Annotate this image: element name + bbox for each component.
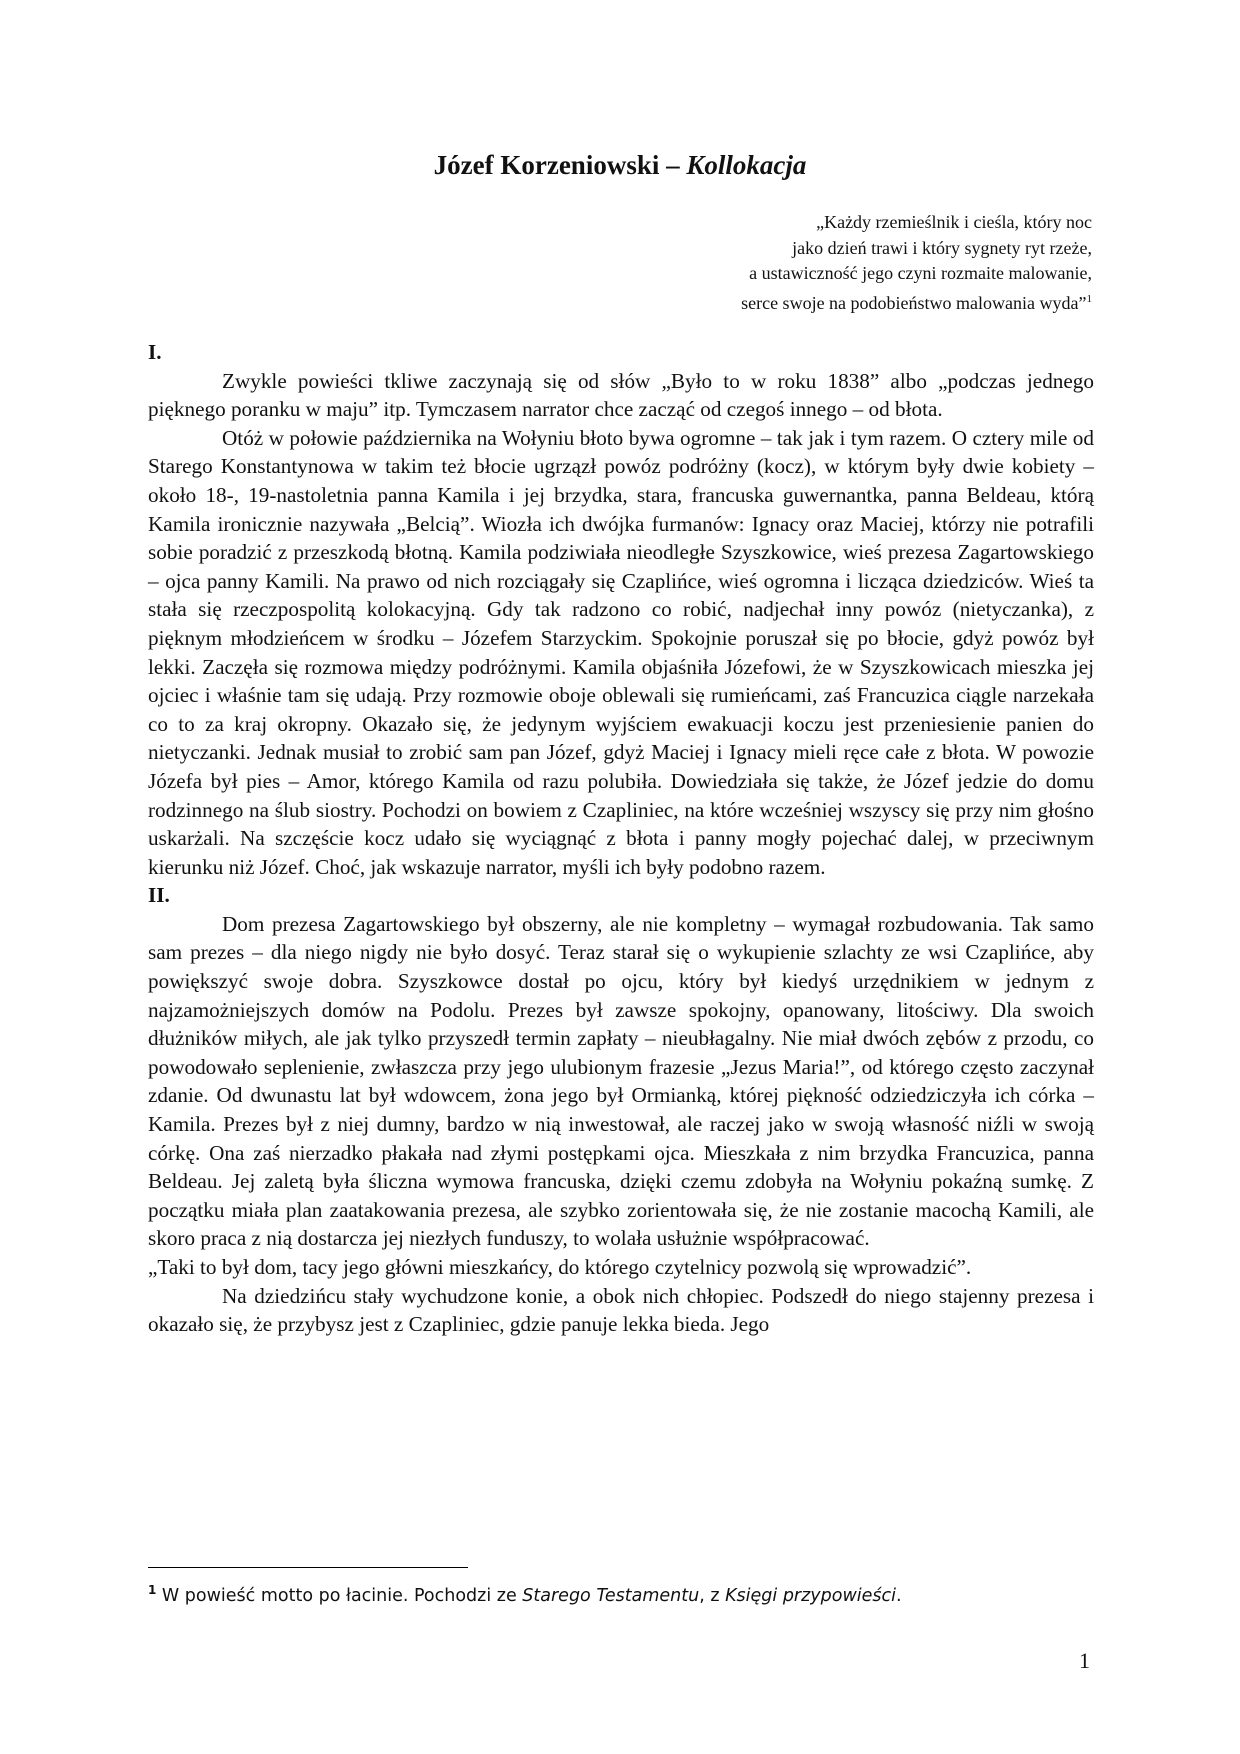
title-author: Józef Korzeniowski – bbox=[433, 150, 687, 180]
footnote-separator bbox=[148, 1567, 468, 1568]
footnote-marker: 1 bbox=[148, 1583, 157, 1597]
section-heading: II. bbox=[148, 883, 170, 908]
epigraph-line: „Każdy rzemieślnik i cieśla, który noc bbox=[816, 212, 1092, 232]
section-heading: I. bbox=[148, 340, 162, 364]
footnote-text: W powieść motto po łacinie. Pochodzi ze bbox=[156, 1585, 523, 1606]
footnote-italic: Księgi przypowieści bbox=[725, 1585, 897, 1606]
page-number: 1 bbox=[1079, 1648, 1090, 1673]
page-title bbox=[0, 148, 1240, 182]
title-work: Kollokacja bbox=[686, 150, 807, 180]
paragraph: Dom prezesa Zagartowskiego był obszerny, ale nie kompletny – wymagał rozbudowania. Tak samo sam prezes – dla niego nigdy nie było dosyć. Teraz starał się o wykupienie szlachty ze wsi Czaplińce, aby powiększyć swoje dobra. Szyszkowce dostał po ojcu, który był kiedyś urzędnikiem w jednym z najzamożniejszych domów na Podolu. Prezes był zawsze spokojny, opanowany, litościwy. Dla swoich dłużników miłych, ale jak tylko przyszedł termin zapłaty – nieubłagalny. Nie miał dwóch zębów z przodu, co powodowało seplenienie, zwłaszcza przy jego ulubionym frazesie „Jezus Maria!”, od którego często zaczynał zdanie. Od dwunastu lat był wdowcem, żona jego był Ormianką, której piękność odziedziczyła ich córka – Kamila. Prezes był z niej dumny, bardzo w nią inwestował, ale raczej jako w swoją własność niźli w swoją córkę. Ona zaś nierzadko płakała nad złymi postępkami ojca. Mieszkała z nim brzydka Francuzica, panna Beldeau. Jej zaletą była śliczna wymowa francuska, dzięki czemu zdobyła na Wołyniu pokaźną sumkę. Z początku miała plan zaatakowania prezesa, ale szybko zorientowała się, że nie zostanie macochą Kamili, ale skoro praca z nią dostarcza jej niezłych funduszy, to wolała usłużnie współpracować. bbox=[148, 911, 1094, 1251]
epigraph bbox=[472, 210, 1092, 316]
footnote-text: . bbox=[896, 1585, 902, 1606]
footnote-text: , z bbox=[699, 1585, 726, 1606]
footnote-ref: 1 bbox=[1086, 292, 1092, 305]
document-body bbox=[148, 338, 1094, 1339]
paragraph: Otóż w połowie października na Wołyniu błoto bywa ogromne – tak jak i tym razem. O cztery mile od Starego Konstantynowa w takim też błocie ugrzązł powóz podróżny (kocz), w którym były dwie kobiety – około 18-, 19-nastoletnia panna Kamila i jej brzydka, stara, francuska guwernantka, panna Beldeau, którą Kamila ironicznie nazywała „Belcią”. Wiozła ich dwójka furmanów: Ignacy oraz Maciej, którzy nie potrafili sobie poradzić z przeszkodą błotną. Kamila podziwiała nieodległe Szyszkowice, wieś prezesa Zagartowskiego – ojca panny Kamili. Na prawo od nich rozciągały się Czaplińce, wieś ogromna i licząca dziedziców. Wieś ta stała się rzeczpospolitą kolokacyjną. Gdy tak radzono co robić, nadjechał inny powóz (nietyczanka), z pięknym młodzieńcem w środku – Józefem Starzyckim. Spokojnie poruszał się po błocie, gdyż powóz był lekki. Zaczęła się rozmowa między podróżnymi. Kamila objaśniła Józefowi, że w Szyszkowicach mieszka jej ojciec i właśnie tam się udają. Przy rozmowie oboje oblewali się rumieńcami, zaś Francuzica ciągle narzekała co to za kraj okropny. Okazało się, że jedynym wyjściem ewakuacji koczu jest przeniesienie panien do nietyczanki. Jednak musiał to zrobić sam pan Józef, gdyż Maciej i Ignacy mieli ręce całe z błota. W powozie Józefa był pies – Amor, którego Kamila od razu polubiła. Dowiedziała się także, że Józef jedzie do domu rodzinnego na ślub siostry. Pochodzi on bowiem z Czapliniec, na które wcześniej wszyscy się przy nim głośno uskarżali. Na szczęście kocz udało się wyciągnąć z błota i panny mogły pojechać dalej, w przeciwnym kierunku niż Józef. Choć, jak wskazuje narrator, myśli ich były podobno razem. bbox=[148, 425, 1094, 879]
footnote bbox=[148, 1578, 1094, 1608]
paragraph: Na dziedzińcu stały wychudzone konie, a obok nich chłopiec. Podszedł do niego stajenny prezesa i okazało się, że przybysz jest z Czapliniec, gdzie panuje lekka bieda. Jego bbox=[148, 1283, 1094, 1337]
epigraph-line: jako dzień trawi i który sygnety ryt rzeże, bbox=[792, 237, 1092, 258]
footnote-italic: Starego Testamentu bbox=[522, 1585, 700, 1606]
epigraph-line: a ustawiczność jego czyni rozmaite malowanie, bbox=[749, 263, 1092, 283]
paragraph: Zwykle powieści tkliwe zaczynają się od słów „Było to w roku 1838” albo „podczas jednego pięknego poranku w maju” itp. Tymczasem narrator chce zacząć od czegoś innego – od błota. bbox=[148, 368, 1094, 422]
epigraph-line: serce swoje na podobieństwo malowania wyda”$^1$ bbox=[741, 292, 1092, 313]
paragraph: „Taki to był dom, tacy jego główni mieszkańcy, do którego czytelnicy pozwolą się wprowadzić”. bbox=[148, 1255, 972, 1279]
